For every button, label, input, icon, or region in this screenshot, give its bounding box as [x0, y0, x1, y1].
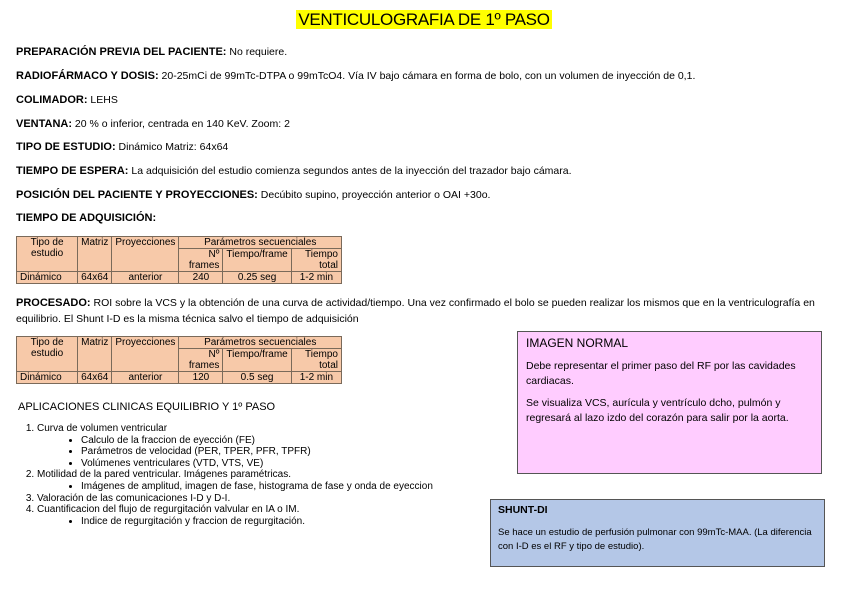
field-preparacion — [16, 46, 287, 58]
field-value: LEHS — [87, 94, 118, 106]
field-colimador — [16, 94, 118, 106]
list-item — [37, 423, 467, 469]
table-cell: anterior — [112, 372, 179, 384]
page-title — [0, 10, 848, 30]
apps-heading: APLICACIONES CLINICAS EQUILIBRIO Y 1º PASO — [18, 401, 276, 413]
sub-list-item: • Imágenes de amplitud, imagen de fase, histograma de fase y onda de eyeccion — [81, 481, 467, 493]
procesado-label: PROCESADO: — [16, 297, 91, 309]
list-item-text: Curva de volumen ventricular — [37, 423, 168, 434]
th-parametros: Parámetros secuenciales — [179, 337, 342, 349]
th-frames: Nº frames — [179, 349, 223, 372]
th-tipo: Tipo de estudio — [17, 237, 78, 272]
table-cell: Dinámico — [17, 272, 78, 284]
table-cell: 240 — [179, 272, 223, 284]
shunt-text: Se hace un estudio de perfusión pulmonar con 99mTc-MAA. (La diferencia con I-D es el RF y tipo de estudio). — [498, 527, 812, 552]
field-radiofarmaco — [16, 70, 695, 82]
field-ventana — [16, 118, 290, 130]
list-item-text: Cuantificacion del flujo de regurgitación valvular en IA o IM. — [37, 504, 300, 516]
th-tiempo-frame: Tiempo/frame — [223, 249, 291, 272]
table-cell: 120 — [179, 372, 223, 384]
table-cell: 64x64 — [78, 372, 112, 384]
sub-list-item: • Parámetros de velocidad (PER, TPER, PFR, TPFR) — [81, 446, 467, 458]
sub-list-item: • Calculo de la fraccion de eyección (FE) — [81, 435, 467, 447]
field-label: TIEMPO DE ESPERA: — [16, 165, 129, 177]
th-matriz: Matriz — [78, 237, 112, 272]
th-parametros: Parámetros secuenciales — [179, 237, 342, 249]
th-proyecciones: Proyecciones — [112, 237, 179, 272]
table-cell: 64x64 — [78, 272, 112, 284]
sub-list-item: • Volúmenes ventriculares (VTD, VTS, VE) — [81, 458, 467, 470]
table-row — [17, 372, 342, 384]
imagen-normal-text-1: Debe representar el primer paso del RF por las cavidades cardiacas. — [526, 360, 796, 387]
table-cell: 1-2 min — [291, 272, 341, 284]
field-tipo-estudio — [16, 141, 228, 153]
shunt-box — [490, 499, 825, 567]
imagen-normal-box — [517, 331, 822, 474]
th-tiempo-total: Tiempo total — [291, 349, 341, 372]
th-frames: Nº frames — [179, 249, 223, 272]
field-value: No requiere. — [226, 46, 288, 58]
field-label: VENTANA: — [16, 118, 73, 130]
field-posicion — [16, 189, 490, 201]
field-label: TIPO DE ESTUDIO: — [16, 141, 116, 153]
field-label: POSICIÓN DEL PACIENTE Y PROYECCIONES: — [16, 189, 258, 201]
sub-list-item: • Indice de regurgitación y fraccion de regurgitación. — [81, 516, 467, 528]
field-value: 20 % o inferior, centrada en 140 KeV. Zoom: 2 — [72, 118, 290, 130]
list-item — [37, 493, 467, 505]
th-proyecciones: Proyecciones — [112, 337, 179, 372]
imagen-normal-heading: IMAGEN NORMAL — [526, 336, 629, 350]
procesado-paragraph — [16, 295, 826, 327]
processing-table — [16, 336, 342, 384]
shunt-heading: SHUNT-DI — [498, 504, 548, 516]
field-label: RADIOFÁRMACO Y DOSIS: — [16, 70, 159, 82]
acquisition-table — [16, 236, 342, 284]
table-cell: Dinámico — [17, 372, 78, 384]
list-item — [37, 504, 467, 527]
imagen-normal-text-2: Se visualiza VCS, aurícula y ventrículo dcho, pulmón y regresará al lazo izdo del corazón para salir por la aorta. — [526, 397, 789, 424]
table-row — [17, 272, 342, 284]
title-highlight: VENTICULOGRAFIA DE 1º PASO — [298, 10, 550, 29]
th-tiempo-total: Tiempo total — [291, 249, 341, 272]
field-label: COLIMADOR: — [16, 94, 88, 106]
th-tiempo-frame: Tiempo/frame — [223, 349, 291, 372]
list-item-text: Motilidad de la pared ventricular. Imágenes paramétricas. — [37, 469, 292, 481]
table-cell: 1-2 min — [291, 372, 341, 384]
list-item-text: Valoración de las comunicaciones I-D y D-I. — [37, 492, 231, 504]
field-label: PREPARACIÓN PREVIA DEL PACIENTE: — [16, 46, 227, 58]
list-item — [37, 469, 467, 492]
table-cell: 0.5 seg — [223, 372, 291, 384]
field-tiempo-adquisicion — [16, 212, 156, 224]
procesado-text: ROI sobre la VCS y la obtención de una curva de actividad/tiempo. Una vez confirmado el bolo se pueden realizar los mismos que en la ventriculografía en equilibrio. El Shunt I-D es la misma técnica salvo el tiempo de adquisición — [16, 297, 815, 325]
field-value: La adquisición del estudio comienza segundos antes de la inyección del trazador bajo cámara. — [128, 165, 572, 177]
field-value: Decúbito supino, proyección anterior o OAI +30o. — [257, 189, 491, 201]
field-value: 20-25mCi de 99mTc-DTPA o 99mTcO4. Vía IV bajo cámara en forma de bolo, con un volumen de inyección de 0,1. — [158, 70, 696, 82]
table-cell: anterior — [112, 272, 179, 284]
table-cell: 0.25 seg — [223, 272, 291, 284]
th-matriz: Matriz — [78, 337, 112, 372]
field-value: Dinámico Matriz: 64x64 — [115, 141, 229, 153]
apps-list — [17, 423, 467, 527]
field-tiempo-espera — [16, 165, 572, 177]
th-tipo: Tipo de estudio — [17, 337, 78, 372]
field-label: TIEMPO DE ADQUISICIÓN: — [16, 212, 157, 224]
